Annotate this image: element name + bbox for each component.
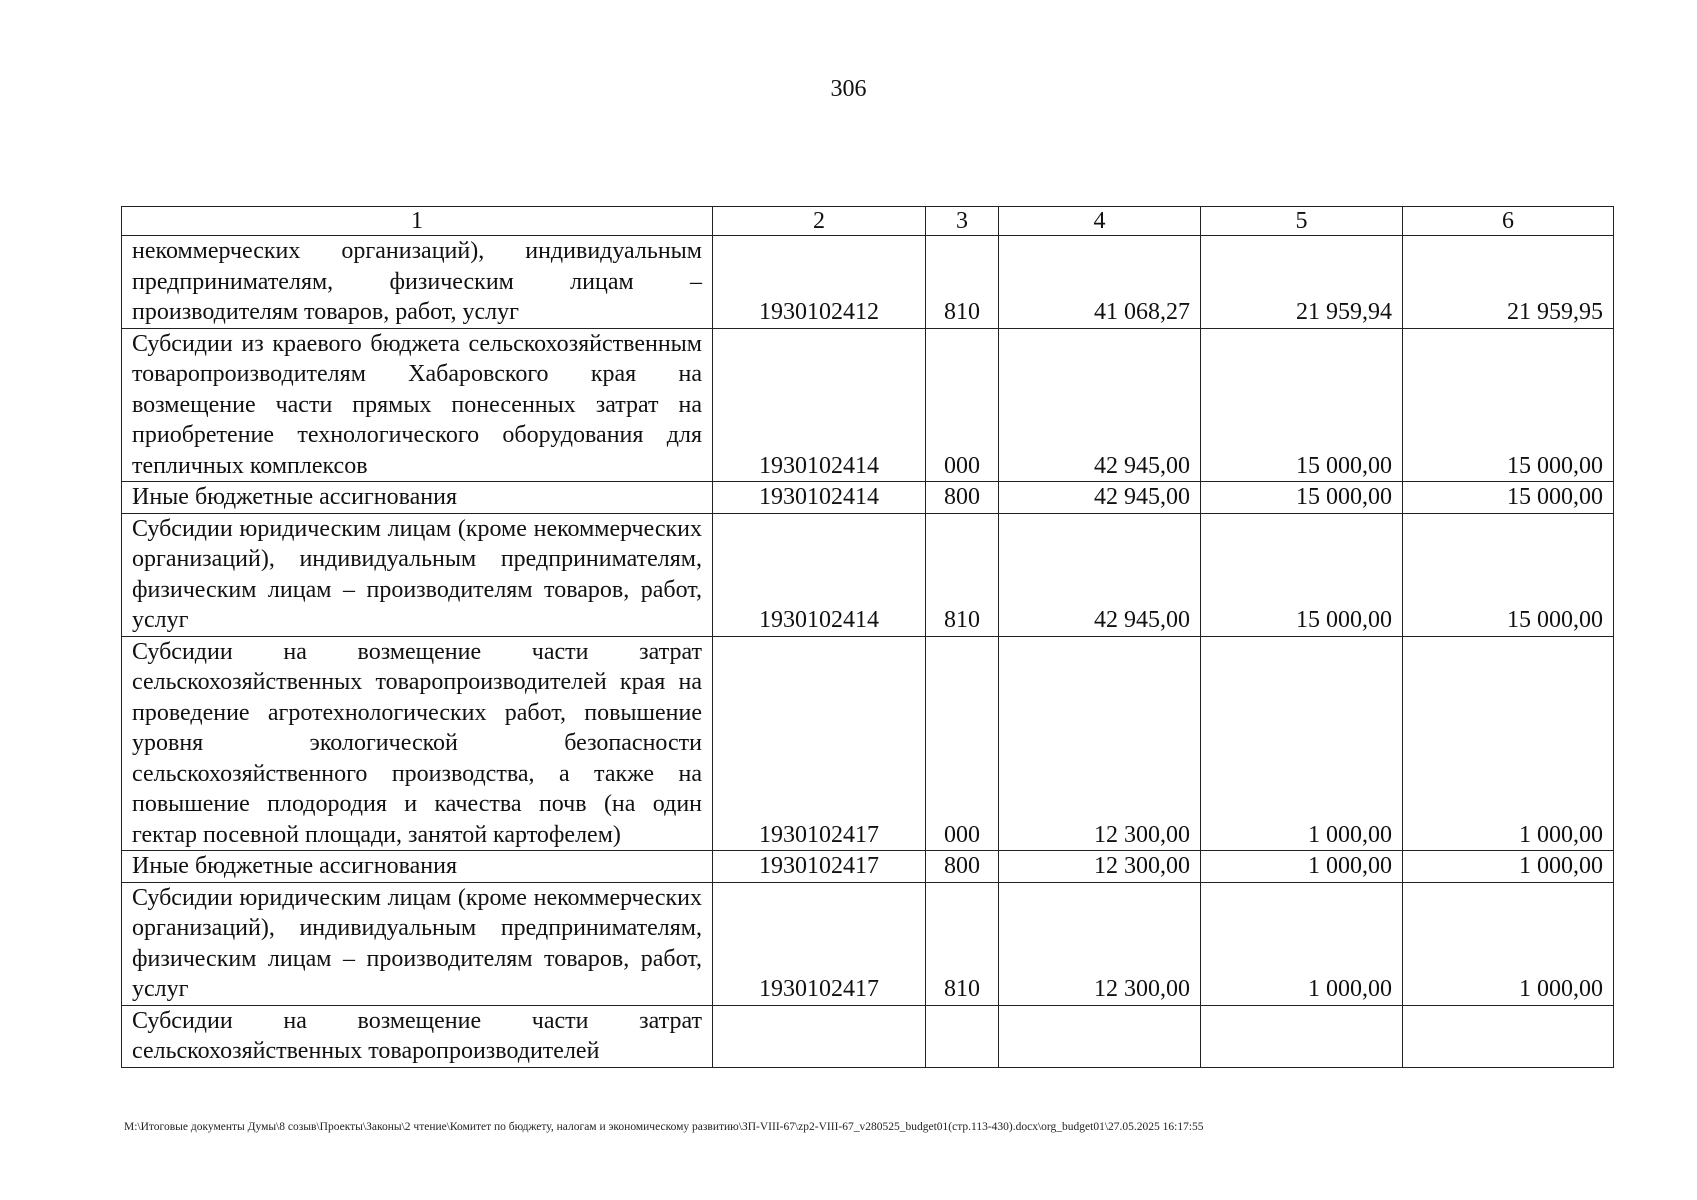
row-value-6: 1 000,00 [1403, 851, 1614, 883]
row-description: Иные бюджетные ассигнования [122, 482, 713, 514]
row-value-4: 42 945,00 [999, 328, 1201, 482]
row-expense-type: 810 [926, 882, 999, 1005]
column-header-3: 3 [926, 207, 999, 236]
table-row [122, 482, 1614, 514]
row-value-5: 1 000,00 [1201, 851, 1403, 883]
table-row [122, 328, 1614, 482]
row-value-4: 42 945,00 [999, 482, 1201, 514]
row-value-6: 1 000,00 [1403, 636, 1614, 851]
row-expense-type: 810 [926, 513, 999, 636]
row-value-5: 1 000,00 [1201, 636, 1403, 851]
row-value-4: 41 068,27 [999, 236, 1201, 329]
row-description: некоммерческих организаций), индивидуальным предпринимателям, физическим лицам – производителям товаров, работ, услуг [122, 236, 713, 329]
row-code: 1930102414 [713, 328, 926, 482]
row-code: 1930102417 [713, 851, 926, 883]
column-header-6: 6 [1403, 207, 1614, 236]
row-value-6: 15 000,00 [1403, 482, 1614, 514]
row-value-4: 12 300,00 [999, 882, 1201, 1005]
row-code: 1930102414 [713, 513, 926, 636]
row-code [713, 1005, 926, 1067]
budget-table [121, 206, 1614, 1068]
row-expense-type: 800 [926, 482, 999, 514]
table-row [122, 513, 1614, 636]
table-header-row [122, 207, 1614, 236]
row-expense-type: 800 [926, 851, 999, 883]
row-value-6: 15 000,00 [1403, 328, 1614, 482]
row-value-4: 12 300,00 [999, 851, 1201, 883]
row-expense-type [926, 1005, 999, 1067]
table-row [122, 636, 1614, 851]
row-description: Субсидии юридическим лицам (кроме некоммерческих организаций), индивидуальным предпринимателям, физическим лицам – производителям товаров, работ, услуг [122, 882, 713, 1005]
row-code: 1930102417 [713, 636, 926, 851]
row-expense-type: 810 [926, 236, 999, 329]
table-row [122, 851, 1614, 883]
row-value-5: 15 000,00 [1201, 482, 1403, 514]
row-value-6: 15 000,00 [1403, 513, 1614, 636]
row-description: Субсидии юридическим лицам (кроме некоммерческих организаций), индивидуальным предпринимателям, физическим лицам – производителям товаров, работ, услуг [122, 513, 713, 636]
row-value-4: 12 300,00 [999, 636, 1201, 851]
footer-file-path: M:\Итоговые документы Думы\8 созыв\Проекты\Законы\2 чтение\Комитет по бюджету, налогам и экономическому развитию\ЗП-VIII-67\zp2-VIII-67_v280525_budget01(стр.113-430).docx\org_budget01\27.05.2025 16:17:55 [124, 1121, 1204, 1133]
row-code: 1930102417 [713, 882, 926, 1005]
row-expense-type: 000 [926, 328, 999, 482]
row-value-4 [999, 1005, 1201, 1067]
row-value-4: 42 945,00 [999, 513, 1201, 636]
row-description: Субсидии на возмещение части затрат сельскохозяйственных товаропроизводителей края на проведение агротехнологических работ, повышение уровня экологической безопасности сельскохозяйственного производства, а также на повышение плодородия и качества почв (на один гектар посевной площади, занятой картофелем) [122, 636, 713, 851]
row-value-5: 15 000,00 [1201, 328, 1403, 482]
row-value-6: 1 000,00 [1403, 882, 1614, 1005]
column-header-1: 1 [122, 207, 713, 236]
row-expense-type: 000 [926, 636, 999, 851]
row-value-5 [1201, 1005, 1403, 1067]
table-row [122, 236, 1614, 329]
row-value-5: 1 000,00 [1201, 882, 1403, 1005]
table-row [122, 1005, 1614, 1067]
row-description: Иные бюджетные ассигнования [122, 851, 713, 883]
column-header-4: 4 [999, 207, 1201, 236]
page-number: 306 [830, 76, 867, 102]
row-value-6 [1403, 1005, 1614, 1067]
row-value-6: 21 959,95 [1403, 236, 1614, 329]
table-row [122, 882, 1614, 1005]
row-value-5: 15 000,00 [1201, 513, 1403, 636]
row-value-5: 21 959,94 [1201, 236, 1403, 329]
column-header-2: 2 [713, 207, 926, 236]
column-header-5: 5 [1201, 207, 1403, 236]
row-code: 1930102412 [713, 236, 926, 329]
row-description: Субсидии на возмещение части затрат сельскохозяйственных товаропроизводителей [122, 1005, 713, 1067]
row-code: 1930102414 [713, 482, 926, 514]
row-description: Субсидии из краевого бюджета сельскохозяйственным товаропроизводителям Хабаровского края на возмещение части прямых понесенных затрат на приобретение технологического оборудования для тепличных комплексов [122, 328, 713, 482]
